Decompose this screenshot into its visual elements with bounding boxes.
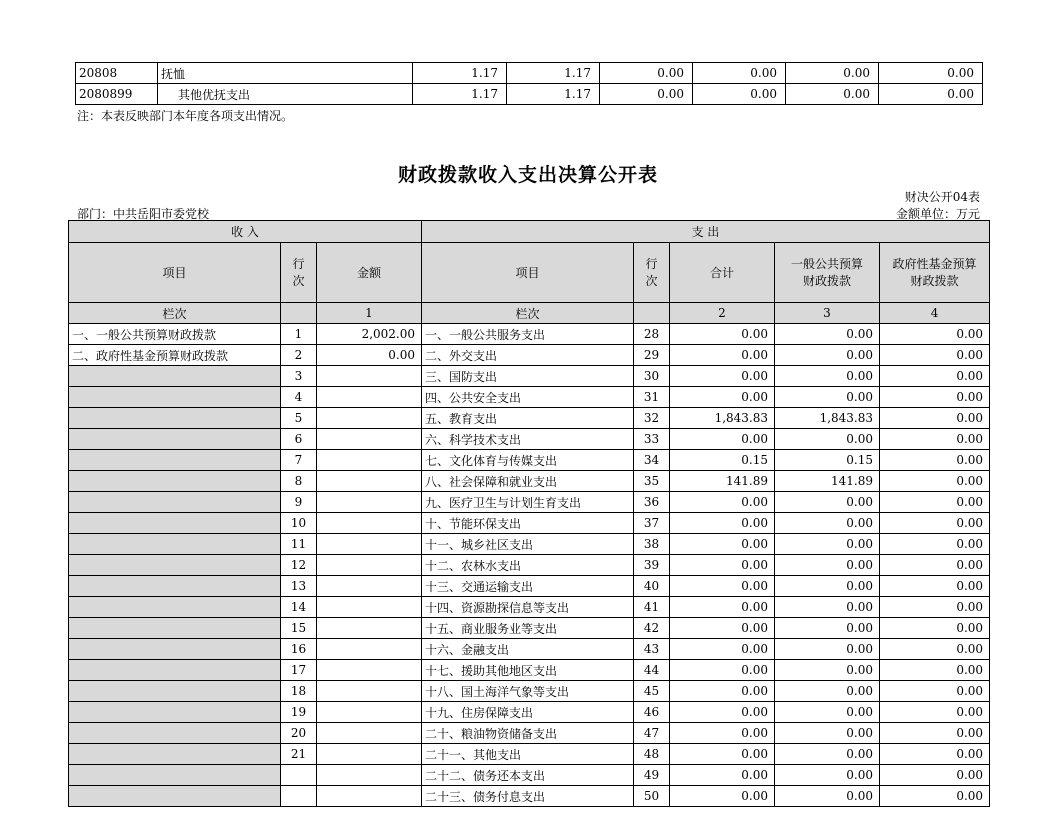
table-row — [69, 576, 990, 597]
cell-in-item — [69, 786, 281, 807]
cell-v3: 0.00 — [600, 84, 693, 105]
cell-ex-no: 28 — [634, 324, 670, 345]
cell-in-no: 18 — [281, 681, 317, 702]
cell-fund: 0.00 — [880, 597, 990, 618]
cell-total: 0.00 — [670, 744, 775, 765]
cell-ex-item: 一、一般公共服务支出 — [422, 324, 634, 345]
cell-ex-item: 十八、国土海洋气象等支出 — [422, 681, 634, 702]
cell-general: 0.00 — [775, 366, 880, 387]
cell-ex-item: 十九、住房保障支出 — [422, 702, 634, 723]
cell-general: 0.00 — [775, 345, 880, 366]
cell-ex-item: 五、教育支出 — [422, 408, 634, 429]
cell-general: 0.00 — [775, 660, 880, 681]
cell-ex-item: 十四、资源勘探信息等支出 — [422, 597, 634, 618]
table-row — [69, 618, 990, 639]
table-row — [69, 744, 990, 765]
cell-v5: 0.00 — [786, 84, 879, 105]
cell-total: 0.00 — [670, 429, 775, 450]
cell-general: 0.00 — [775, 513, 880, 534]
table-row — [69, 660, 990, 681]
cell-ex-item: 二十三、债务付息支出 — [422, 786, 634, 807]
cell-general: 0.00 — [775, 429, 880, 450]
cell-ex-item: 十五、商业服务业等支出 — [422, 618, 634, 639]
table-row — [69, 366, 990, 387]
cell-name: 其他优抚支出 — [158, 84, 413, 105]
cell-in-no: 19 — [281, 702, 317, 723]
cell-general: 0.00 — [775, 597, 880, 618]
col-4: 4 — [880, 303, 990, 324]
cell-in-amt — [317, 618, 422, 639]
cell-in-no: 6 — [281, 429, 317, 450]
cell-in-amt: 2,002.00 — [317, 324, 422, 345]
cell-in-no: 14 — [281, 597, 317, 618]
cell-fund: 0.00 — [880, 765, 990, 786]
cell-ex-no: 34 — [634, 450, 670, 471]
cell-in-no: 2 — [281, 345, 317, 366]
cell-fund: 0.00 — [880, 345, 990, 366]
cell-ex-no: 29 — [634, 345, 670, 366]
table-row — [69, 681, 990, 702]
cell-in-item — [69, 723, 281, 744]
cell-ex-item: 二十二、债务还本支出 — [422, 765, 634, 786]
cell-v6: 0.00 — [879, 63, 983, 84]
cell-ex-item: 十六、金融支出 — [422, 639, 634, 660]
cell-general: 0.00 — [775, 618, 880, 639]
col-label: 栏次 — [69, 303, 281, 324]
cell-in-item — [69, 597, 281, 618]
table-row — [69, 387, 990, 408]
cell-in-item — [69, 534, 281, 555]
cell-in-item — [69, 660, 281, 681]
income-amount-header: 金额 — [317, 243, 422, 303]
cell-ex-item: 七、文化体育与传媒支出 — [422, 450, 634, 471]
table-row — [69, 513, 990, 534]
cell-in-item — [69, 366, 281, 387]
cell-in-amt — [317, 576, 422, 597]
cell-in-amt — [317, 786, 422, 807]
cell-in-amt — [317, 555, 422, 576]
cell-total: 0.00 — [670, 723, 775, 744]
col-label: 栏次 — [422, 303, 634, 324]
cell-v1: 1.17 — [413, 84, 507, 105]
cell-name: 抚恤 — [158, 63, 413, 84]
cell-total: 0.00 — [670, 702, 775, 723]
cell-ex-no: 47 — [634, 723, 670, 744]
cell-in-amt — [317, 513, 422, 534]
cell-general: 0.00 — [775, 534, 880, 555]
cell-ex-no: 50 — [634, 786, 670, 807]
cell-in-item — [69, 450, 281, 471]
table-row — [69, 597, 990, 618]
cell-ex-no: 36 — [634, 492, 670, 513]
cell-in-item — [69, 471, 281, 492]
table-row — [69, 450, 990, 471]
cell-in-item — [69, 618, 281, 639]
cell-total: 0.00 — [670, 345, 775, 366]
cell-fund: 0.00 — [880, 723, 990, 744]
cell-ex-no: 41 — [634, 597, 670, 618]
cell-ex-item: 四、公共安全支出 — [422, 387, 634, 408]
cell-general: 0.00 — [775, 744, 880, 765]
cell-in-no: 10 — [281, 513, 317, 534]
cell-in-item — [69, 492, 281, 513]
income-line-no-header: 行 次 — [281, 243, 317, 303]
income-item-header: 项目 — [69, 243, 281, 303]
cell-total: 0.00 — [670, 660, 775, 681]
cell-in-no: 20 — [281, 723, 317, 744]
cell-fund: 0.00 — [880, 555, 990, 576]
previous-expense-table — [75, 62, 983, 105]
income-header: 收 入 — [69, 221, 422, 243]
table-row — [69, 345, 990, 366]
cell-general: 0.00 — [775, 387, 880, 408]
table-row — [69, 639, 990, 660]
cell-in-amt: 0.00 — [317, 345, 422, 366]
table-row — [69, 324, 990, 345]
cell-fund: 0.00 — [880, 366, 990, 387]
cell-in-no: 5 — [281, 408, 317, 429]
cell-in-item: 二、政府性基金预算财政拨款 — [69, 345, 281, 366]
col-blank — [281, 303, 317, 324]
cell-total: 1,843.83 — [670, 408, 775, 429]
cell-in-item — [69, 681, 281, 702]
cell-in-amt — [317, 408, 422, 429]
cell-ex-item: 十三、交通运输支出 — [422, 576, 634, 597]
cell-in-amt — [317, 597, 422, 618]
cell-general: 0.00 — [775, 492, 880, 513]
cell-in-item — [69, 576, 281, 597]
cell-in-amt — [317, 471, 422, 492]
cell-total: 0.00 — [670, 576, 775, 597]
cell-general: 0.00 — [775, 786, 880, 807]
table-row — [69, 702, 990, 723]
cell-in-item — [69, 639, 281, 660]
cell-fund: 0.00 — [880, 408, 990, 429]
col-2: 2 — [670, 303, 775, 324]
page-title: 财政拨款收入支出决算公开表 — [397, 164, 658, 186]
cell-fund: 0.00 — [880, 744, 990, 765]
table-note: 注：本表反映部门本年度各项支出情况。 — [77, 109, 294, 123]
cell-total: 0.00 — [670, 786, 775, 807]
cell-in-item — [69, 765, 281, 786]
cell-in-amt — [317, 660, 422, 681]
cell-in-no — [281, 786, 317, 807]
cell-fund: 0.00 — [880, 387, 990, 408]
department-label: 部门：中共岳阳市委党校 — [77, 207, 210, 221]
cell-ex-no: 44 — [634, 660, 670, 681]
cell-fund: 0.00 — [880, 786, 990, 807]
cell-in-no: 13 — [281, 576, 317, 597]
cell-general: 141.89 — [775, 471, 880, 492]
cell-code: 2080899 — [76, 84, 158, 105]
cell-total: 0.00 — [670, 534, 775, 555]
cell-fund: 0.00 — [880, 513, 990, 534]
cell-ex-item: 十、节能环保支出 — [422, 513, 634, 534]
cell-total: 0.00 — [670, 765, 775, 786]
cell-in-no: 9 — [281, 492, 317, 513]
cell-fund: 0.00 — [880, 681, 990, 702]
cell-in-amt — [317, 366, 422, 387]
fiscal-appropriation-table — [68, 220, 990, 807]
cell-in-item — [69, 555, 281, 576]
cell-ex-no: 30 — [634, 366, 670, 387]
cell-general: 0.00 — [775, 324, 880, 345]
cell-in-no: 11 — [281, 534, 317, 555]
cell-fund: 0.00 — [880, 639, 990, 660]
cell-v6: 0.00 — [879, 84, 983, 105]
cell-ex-item: 二十、粮油物资储备支出 — [422, 723, 634, 744]
cell-in-no: 17 — [281, 660, 317, 681]
total-header: 合计 — [670, 243, 775, 303]
cell-total: 0.00 — [670, 555, 775, 576]
cell-ex-item: 三、国防支出 — [422, 366, 634, 387]
table-row — [69, 408, 990, 429]
cell-in-item — [69, 408, 281, 429]
cell-ex-no: 31 — [634, 387, 670, 408]
cell-total: 0.00 — [670, 366, 775, 387]
cell-in-no: 12 — [281, 555, 317, 576]
cell-in-amt — [317, 765, 422, 786]
cell-in-no: 3 — [281, 366, 317, 387]
cell-in-amt — [317, 492, 422, 513]
table-row — [69, 534, 990, 555]
cell-total: 0.00 — [670, 618, 775, 639]
table-row — [69, 471, 990, 492]
cell-fund: 0.00 — [880, 324, 990, 345]
cell-ex-no: 40 — [634, 576, 670, 597]
cell-ex-no: 49 — [634, 765, 670, 786]
cell-total: 0.00 — [670, 324, 775, 345]
cell-ex-item: 十一、城乡社区支出 — [422, 534, 634, 555]
cell-in-amt — [317, 702, 422, 723]
table-row — [69, 429, 990, 450]
cell-in-amt — [317, 429, 422, 450]
cell-fund: 0.00 — [880, 576, 990, 597]
cell-general: 0.15 — [775, 450, 880, 471]
table-row — [69, 723, 990, 744]
cell-in-no: 1 — [281, 324, 317, 345]
cell-ex-no: 32 — [634, 408, 670, 429]
expense-header: 支 出 — [422, 221, 990, 243]
cell-fund: 0.00 — [880, 471, 990, 492]
table-row — [69, 786, 990, 807]
cell-ex-item: 十七、援助其他地区支出 — [422, 660, 634, 681]
cell-in-no: 8 — [281, 471, 317, 492]
cell-in-no: 15 — [281, 618, 317, 639]
col-1: 1 — [317, 303, 422, 324]
cell-ex-item: 二、外交支出 — [422, 345, 634, 366]
cell-ex-no: 35 — [634, 471, 670, 492]
cell-in-no: 16 — [281, 639, 317, 660]
cell-in-item — [69, 702, 281, 723]
table-row — [76, 84, 983, 105]
cell-ex-no: 43 — [634, 639, 670, 660]
cell-in-no: 21 — [281, 744, 317, 765]
cell-ex-no: 48 — [634, 744, 670, 765]
cell-ex-item: 六、科学技术支出 — [422, 429, 634, 450]
cell-general: 0.00 — [775, 639, 880, 660]
cell-total: 0.00 — [670, 387, 775, 408]
cell-ex-no: 38 — [634, 534, 670, 555]
expense-line-no-header: 行 次 — [634, 243, 670, 303]
cell-in-no: 7 — [281, 450, 317, 471]
cell-general: 1,843.83 — [775, 408, 880, 429]
cell-in-amt — [317, 744, 422, 765]
cell-ex-no: 39 — [634, 555, 670, 576]
cell-in-amt — [317, 723, 422, 744]
cell-general: 0.00 — [775, 723, 880, 744]
cell-v4: 0.00 — [693, 84, 786, 105]
table-row — [69, 492, 990, 513]
cell-v5: 0.00 — [786, 63, 879, 84]
cell-ex-item: 九、医疗卫生与计划生育支出 — [422, 492, 634, 513]
cell-in-item — [69, 744, 281, 765]
cell-in-no — [281, 765, 317, 786]
cell-ex-no: 46 — [634, 702, 670, 723]
table-row — [76, 63, 983, 84]
cell-ex-no: 37 — [634, 513, 670, 534]
cell-in-item — [69, 429, 281, 450]
cell-total: 0.00 — [670, 597, 775, 618]
cell-in-item: 一、一般公共预算财政拨款 — [69, 324, 281, 345]
cell-in-amt — [317, 639, 422, 660]
col-blank — [634, 303, 670, 324]
cell-general: 0.00 — [775, 681, 880, 702]
cell-general: 0.00 — [775, 576, 880, 597]
cell-general: 0.00 — [775, 765, 880, 786]
cell-ex-no: 42 — [634, 618, 670, 639]
cell-v2: 1.17 — [507, 84, 600, 105]
general-budget-header: 一般公共预算 财政拨款 — [775, 243, 880, 303]
col-3: 3 — [775, 303, 880, 324]
cell-v1: 1.17 — [413, 63, 507, 84]
table-row — [69, 555, 990, 576]
fund-budget-header: 政府性基金预算 财政拨款 — [880, 243, 990, 303]
cell-in-amt — [317, 534, 422, 555]
cell-in-amt — [317, 681, 422, 702]
cell-ex-item: 十二、农林水支出 — [422, 555, 634, 576]
expense-item-header: 项目 — [422, 243, 634, 303]
cell-in-no: 4 — [281, 387, 317, 408]
cell-fund: 0.00 — [880, 429, 990, 450]
cell-total: 0.15 — [670, 450, 775, 471]
cell-total: 0.00 — [670, 513, 775, 534]
cell-fund: 0.00 — [880, 702, 990, 723]
cell-in-item — [69, 387, 281, 408]
cell-total: 0.00 — [670, 639, 775, 660]
cell-fund: 0.00 — [880, 492, 990, 513]
unit-label: 金额单位：万元 — [895, 207, 980, 221]
cell-in-amt — [317, 387, 422, 408]
cell-fund: 0.00 — [880, 660, 990, 681]
cell-v3: 0.00 — [600, 63, 693, 84]
table-row — [69, 765, 990, 786]
cell-ex-no: 33 — [634, 429, 670, 450]
cell-total: 141.89 — [670, 471, 775, 492]
cell-fund: 0.00 — [880, 450, 990, 471]
cell-total: 0.00 — [670, 681, 775, 702]
cell-code: 20808 — [76, 63, 158, 84]
cell-ex-item: 二十一、其他支出 — [422, 744, 634, 765]
cell-fund: 0.00 — [880, 618, 990, 639]
cell-fund: 0.00 — [880, 534, 990, 555]
cell-general: 0.00 — [775, 555, 880, 576]
cell-in-item — [69, 513, 281, 534]
cell-in-amt — [317, 450, 422, 471]
cell-ex-no: 45 — [634, 681, 670, 702]
cell-v4: 0.00 — [693, 63, 786, 84]
form-code: 财决公开04表 — [904, 190, 980, 204]
cell-v2: 1.17 — [507, 63, 600, 84]
cell-total: 0.00 — [670, 492, 775, 513]
cell-general: 0.00 — [775, 702, 880, 723]
cell-ex-item: 八、社会保障和就业支出 — [422, 471, 634, 492]
